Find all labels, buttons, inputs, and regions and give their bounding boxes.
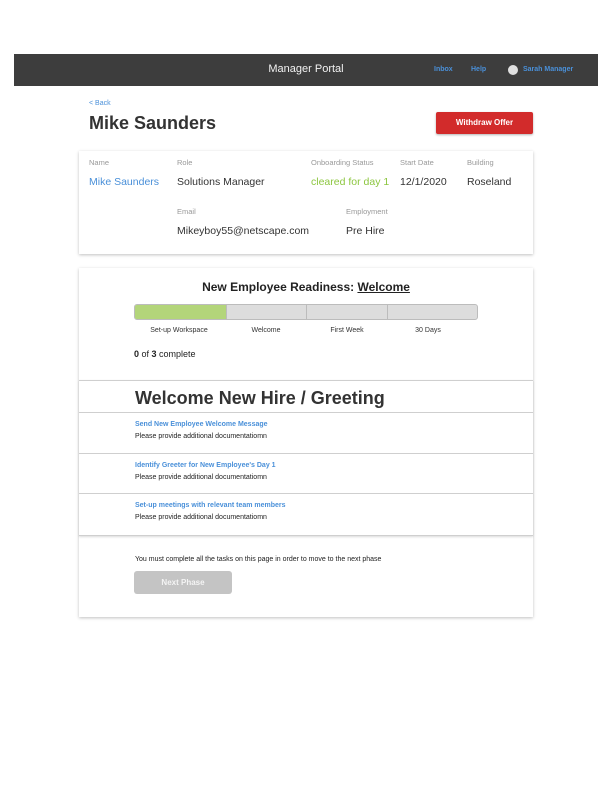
- app-title: Manager Portal: [268, 63, 344, 75]
- onboarding-status-label: Onboarding Status: [311, 158, 374, 167]
- user-avatar-icon[interactable]: [508, 65, 518, 75]
- task-item[interactable]: [79, 453, 533, 494]
- start-date-label: Start Date: [400, 158, 434, 167]
- withdraw-offer-button[interactable]: Withdraw Offer: [436, 112, 533, 134]
- next-phase-button[interactable]: Next Phase: [134, 571, 232, 594]
- role-value: Solutions Manager: [177, 176, 265, 188]
- step-label-welcome: Welcome: [251, 327, 281, 334]
- task-description: Please provide additional documentatiomn: [135, 514, 267, 521]
- welcome-section: [79, 380, 533, 536]
- phase-requirement-note: You must complete all the tasks on this page in order to move to the next phase: [135, 556, 382, 563]
- role-label: Role: [177, 158, 193, 167]
- back-link[interactable]: < Back: [89, 100, 111, 107]
- top-nav-bar: [14, 54, 598, 86]
- completed-count: 0: [134, 349, 140, 359]
- section-title: Welcome New Hire / Greeting: [135, 388, 385, 408]
- email-label: Email: [177, 207, 196, 216]
- complete-text: complete: [156, 349, 196, 359]
- phase-progress-bar: [134, 304, 478, 320]
- help-link[interactable]: Help: [471, 66, 487, 73]
- start-date-value: 12/1/2020: [400, 176, 447, 188]
- onboarding-status-value: cleared for day 1: [311, 176, 390, 188]
- task-item[interactable]: [79, 493, 533, 534]
- progress-divider: [226, 305, 227, 319]
- page-title: Mike Saunders: [89, 113, 217, 133]
- name-label: Name: [89, 158, 110, 167]
- readiness-phase: Welcome: [357, 280, 410, 294]
- task-link-welcome-message[interactable]: Send New Employee Welcome Message: [135, 421, 268, 428]
- readiness-card: [79, 268, 533, 617]
- progress-divider: [306, 305, 307, 319]
- step-label-30-days: 30 Days: [415, 327, 441, 334]
- step-label-first-week: First Week: [330, 327, 364, 334]
- step-label-setup-workspace: Set-up Workspace: [150, 327, 208, 334]
- employment-value: Pre Hire: [346, 225, 385, 237]
- task-link-setup-meetings[interactable]: Set-up meetings with relevant team members: [135, 502, 286, 509]
- inbox-link[interactable]: Inbox: [434, 66, 453, 73]
- readiness-title: [79, 280, 533, 294]
- task-link-identify-greeter[interactable]: Identify Greeter for New Employee's Day 1: [135, 462, 276, 469]
- employment-label: Employment: [346, 207, 388, 216]
- employee-info-card: [79, 151, 533, 254]
- of-text: of: [139, 349, 152, 359]
- email-value: Mikeyboy55@netscape.com: [177, 225, 310, 237]
- readiness-title-prefix: New Employee Readiness:: [202, 280, 358, 294]
- building-label: Building: [467, 158, 494, 167]
- task-description: Please provide additional documentatiomn: [135, 433, 267, 440]
- task-item[interactable]: [79, 412, 533, 453]
- completion-count: [134, 349, 196, 359]
- progress-divider: [387, 305, 388, 319]
- total-count: 3: [151, 349, 157, 359]
- task-description: Please provide additional documentatiomn: [135, 474, 267, 481]
- progress-fill: [135, 305, 226, 319]
- employee-name-link[interactable]: Mike Saunders: [89, 176, 160, 188]
- user-menu-link[interactable]: Sarah Manager: [523, 66, 574, 73]
- building-value: Roseland: [467, 176, 512, 188]
